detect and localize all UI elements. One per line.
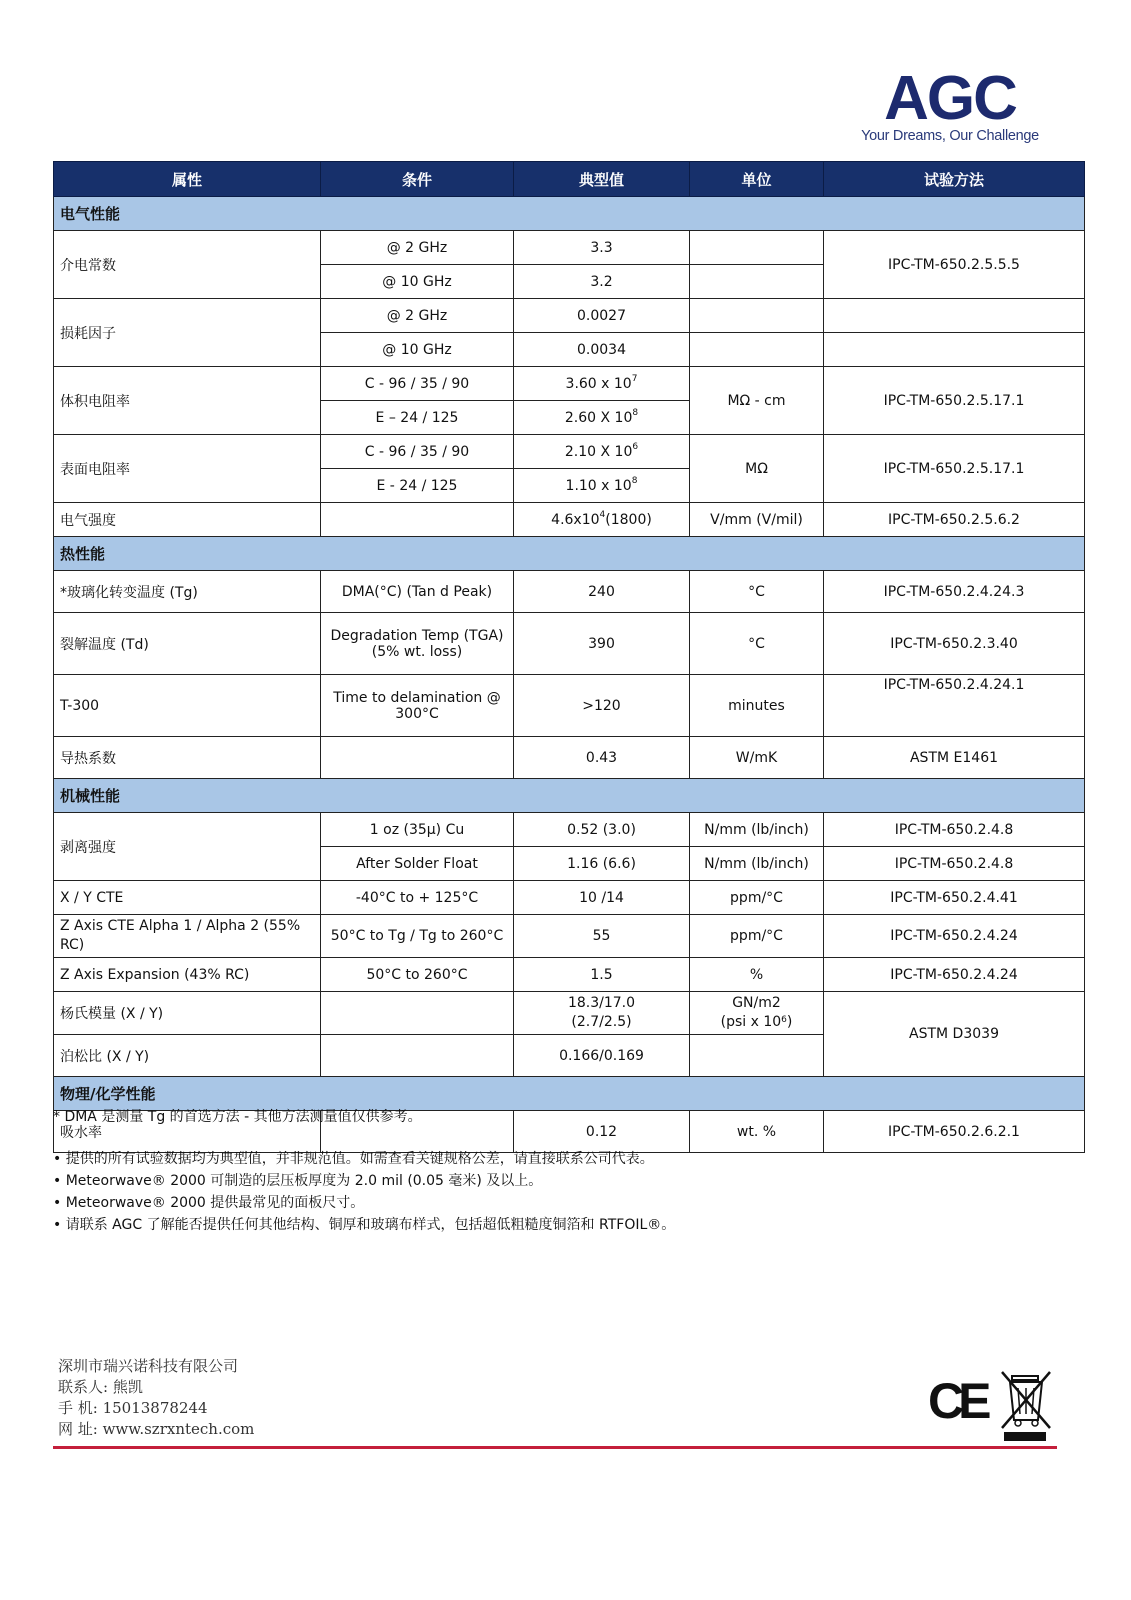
- unit-cell: N/mm (lb/inch): [690, 813, 824, 847]
- property-name: X / Y CTE: [54, 881, 321, 915]
- unit-cell: V/mm (V/mil): [690, 503, 824, 537]
- list-item: • Meteorwave® 2000 可制造的层压板厚度为 2.0 mil (0.05 毫米) 及以上。: [53, 1173, 543, 1189]
- unit-cell: ppm/°C: [690, 881, 824, 915]
- section-title: 热性能: [54, 537, 1085, 571]
- list-item: • 请联系 AGC 了解能否提供任何其他结构、铜厚和玻璃布样式，包括超低粗糙度铜箔和 RTFOIL®。: [53, 1217, 676, 1233]
- value-exponent: 7: [631, 373, 638, 384]
- condition-cell: [321, 1035, 514, 1077]
- value-cell: [514, 992, 690, 1035]
- property-name: 损耗因子: [54, 299, 321, 367]
- condition-cell: @ 10 GHz: [321, 265, 514, 299]
- condition-cell: After Solder Float: [321, 847, 514, 881]
- method-cell: IPC-TM-650.2.5.5.5: [824, 231, 1085, 299]
- condition-cell: Degradation Temp (TGA) (5% wt. loss): [321, 613, 514, 675]
- unit-cell: wt. %: [690, 1111, 824, 1153]
- condition-cell: [321, 503, 514, 537]
- method-cell: [824, 333, 1085, 367]
- section-row-mechanical: [54, 779, 1085, 813]
- header-property: 属性: [54, 162, 321, 197]
- value-line: (2.7/2.5): [571, 1014, 632, 1030]
- unit-cell: °C: [690, 571, 824, 613]
- method-cell: IPC-TM-650.2.3.40: [824, 613, 1085, 675]
- unit-cell: [690, 992, 824, 1035]
- logo-brand: AGC: [884, 64, 1016, 133]
- table-row: [54, 367, 1085, 401]
- section-title: 机械性能: [54, 779, 1085, 813]
- method-cell: IPC-TM-650.2.6.2.1: [824, 1111, 1085, 1153]
- condition-cell: 50°C to Tg / Tg to 260°C: [321, 915, 514, 958]
- value-cell: 3.3: [514, 231, 690, 265]
- footnote-dma: * DMA 是测量 Tg 的首选方法 - 其他方法测量值仅供参考。: [53, 1109, 422, 1125]
- value-suffix: (1800): [605, 511, 652, 528]
- value-cell: 240: [514, 571, 690, 613]
- value-exponent: 4: [599, 509, 606, 520]
- unit-cell: [690, 265, 824, 299]
- property-name: Z Axis CTE Alpha 1 / Alpha 2 (55% RC): [54, 915, 321, 958]
- method-cell: IPC-TM-650.2.4.24.1: [824, 675, 1085, 737]
- value-cell: 0.166/0.169: [514, 1035, 690, 1077]
- unit-cell: N/mm (lb/inch): [690, 847, 824, 881]
- property-name: 体积电阻率: [54, 367, 321, 435]
- property-name: 杨氏模量 (X / Y): [54, 992, 321, 1035]
- unit-cell: [690, 231, 824, 265]
- condition-cell: 1 oz (35μ) Cu: [321, 813, 514, 847]
- property-name: *玻璃化转变温度 (Tg): [54, 571, 321, 613]
- property-name: T-300: [54, 675, 321, 737]
- value-cell: [514, 367, 690, 401]
- contact-person: 联系人: 熊凯: [58, 1378, 143, 1396]
- unit-cell: [690, 333, 824, 367]
- value-cell: 55: [514, 915, 690, 958]
- weee-bin-icon: [998, 1368, 1054, 1444]
- table-row: [54, 915, 1085, 958]
- table-row: [54, 613, 1085, 675]
- condition-cell: [321, 737, 514, 779]
- header-typical-value: 典型值: [514, 162, 690, 197]
- ce-mark-icon: CE: [928, 1373, 986, 1429]
- value-base: 3.60 x 10: [565, 375, 632, 392]
- condition-cell: E – 24 / 125: [321, 401, 514, 435]
- method-cell: IPC-TM-650.2.4.24: [824, 958, 1085, 992]
- value-cell: 1.16 (6.6): [514, 847, 690, 881]
- condition-cell: C - 96 / 35 / 90: [321, 367, 514, 401]
- unit-line: [696, 1013, 817, 1032]
- table-row: [54, 737, 1085, 779]
- property-name: 电气强度: [54, 503, 321, 537]
- value-base: 1.10 x 10: [565, 477, 632, 494]
- method-cell: IPC-TM-650.2.5.6.2: [824, 503, 1085, 537]
- company-name: 深圳市瑞兴诺科技有限公司: [58, 1357, 239, 1375]
- value-cell: 390: [514, 613, 690, 675]
- method-cell: IPC-TM-650.2.4.8: [824, 847, 1085, 881]
- list-item: • 提供的所有试验数据均为典型值，并非规范值。如需查看关键规格公差，请直接联系公司代表。: [53, 1151, 654, 1167]
- property-name: Z Axis Expansion (43% RC): [54, 958, 321, 992]
- table-row: [54, 992, 1085, 1035]
- method-cell: ASTM E1461: [824, 737, 1085, 779]
- list-item: • Meteorwave® 2000 提供最常见的面板尺寸。: [53, 1195, 365, 1211]
- value-line: 18.3/17.0: [567, 995, 636, 1011]
- value-base: 4.6x10: [551, 511, 600, 528]
- value-cell: 0.43: [514, 737, 690, 779]
- unit-exponent: 6: [781, 1015, 787, 1025]
- unit-suffix: ): [786, 1014, 793, 1030]
- value-cell: [514, 435, 690, 469]
- unit-cell: minutes: [690, 675, 824, 737]
- value-cell: 0.0027: [514, 299, 690, 333]
- unit-cell: W/mK: [690, 737, 824, 779]
- method-cell: IPC-TM-650.2.4.41: [824, 881, 1085, 915]
- method-cell: ASTM D3039: [824, 992, 1085, 1077]
- table-row: [54, 675, 1085, 737]
- unit-line: GN/m2: [732, 995, 781, 1011]
- footnotes: [53, 1106, 1084, 1236]
- header-unit: 单位: [690, 162, 824, 197]
- notes-list: [53, 1148, 1084, 1236]
- value-base: 2.10 X 10: [564, 443, 633, 460]
- value-cell: [514, 503, 690, 537]
- table-row: [54, 881, 1085, 915]
- section-title: 物理/化学性能: [54, 1077, 1085, 1111]
- value-cell: 10 /14: [514, 881, 690, 915]
- unit-cell: MΩ: [690, 435, 824, 503]
- contact-block: [58, 1356, 254, 1440]
- value-cell: [514, 401, 690, 435]
- unit-cell: °C: [690, 613, 824, 675]
- section-title: 电气性能: [54, 197, 1085, 231]
- value-cell: 3.2: [514, 265, 690, 299]
- property-name: 吸水率: [54, 1111, 321, 1153]
- method-cell: [824, 299, 1085, 333]
- value-cell: [514, 469, 690, 503]
- table-row: [54, 503, 1085, 537]
- property-name: 裂解温度 (Td): [54, 613, 321, 675]
- value-cell: >120: [514, 675, 690, 737]
- condition-cell: -40°C to + 125°C: [321, 881, 514, 915]
- condition-cell: @ 2 GHz: [321, 231, 514, 265]
- unit-cell: ppm/°C: [690, 915, 824, 958]
- value-cell: 0.12: [514, 1111, 690, 1153]
- unit-cell: [690, 299, 824, 333]
- agc-logo: [850, 64, 1050, 144]
- header-condition: 条件: [321, 162, 514, 197]
- property-name: 剥离强度: [54, 813, 321, 881]
- footer-divider: [53, 1446, 1057, 1449]
- table-row: [54, 571, 1085, 613]
- property-name: 表面电阻率: [54, 435, 321, 503]
- contact-phone: 手 机: 15013878244: [58, 1399, 208, 1417]
- condition-cell: @ 10 GHz: [321, 333, 514, 367]
- table-row: [54, 299, 1085, 333]
- condition-cell: C - 96 / 35 / 90: [321, 435, 514, 469]
- value-cell: 0.52 (3.0): [514, 813, 690, 847]
- property-name: 导热系数: [54, 737, 321, 779]
- condition-cell: Time to delamination @ 300°C: [321, 675, 514, 737]
- unit-cell: MΩ - cm: [690, 367, 824, 435]
- logo-tagline: Your Dreams, Our Challenge: [861, 128, 1039, 144]
- unit-base: (psi x 10: [720, 1014, 782, 1030]
- table-header-row: [54, 162, 1085, 197]
- unit-cell: [690, 1035, 824, 1077]
- condition-cell: @ 2 GHz: [321, 299, 514, 333]
- value-base: 2.60 X 10: [564, 409, 633, 426]
- value-cell: 0.0034: [514, 333, 690, 367]
- table-row: [54, 435, 1085, 469]
- condition-cell: [321, 992, 514, 1035]
- property-name: 介电常数: [54, 231, 321, 299]
- value-cell: 1.5: [514, 958, 690, 992]
- value-exponent: 6: [632, 441, 639, 452]
- property-name: 泊松比 (X / Y): [54, 1035, 321, 1077]
- header-test-method: 试验方法: [824, 162, 1085, 197]
- unit-cell: %: [690, 958, 824, 992]
- table-row: [54, 813, 1085, 847]
- section-row-thermal: [54, 537, 1085, 571]
- condition-cell: E - 24 / 125: [321, 469, 514, 503]
- method-cell: IPC-TM-650.2.4.8: [824, 813, 1085, 847]
- condition-cell: 50°C to 260°C: [321, 958, 514, 992]
- table-row: [54, 958, 1085, 992]
- table-row: [54, 231, 1085, 265]
- value-exponent: 8: [632, 407, 639, 418]
- properties-table: [53, 161, 1085, 1153]
- method-cell: IPC-TM-650.2.4.24.3: [824, 571, 1085, 613]
- section-row-electrical: [54, 197, 1085, 231]
- method-cell: IPC-TM-650.2.5.17.1: [824, 435, 1085, 503]
- method-cell: IPC-TM-650.2.4.24: [824, 915, 1085, 958]
- condition-cell: DMA(°C) (Tan d Peak): [321, 571, 514, 613]
- method-cell: IPC-TM-650.2.5.17.1: [824, 367, 1085, 435]
- value-exponent: 8: [631, 475, 638, 486]
- contact-website[interactable]: 网 址: www.szrxntech.com: [58, 1420, 255, 1438]
